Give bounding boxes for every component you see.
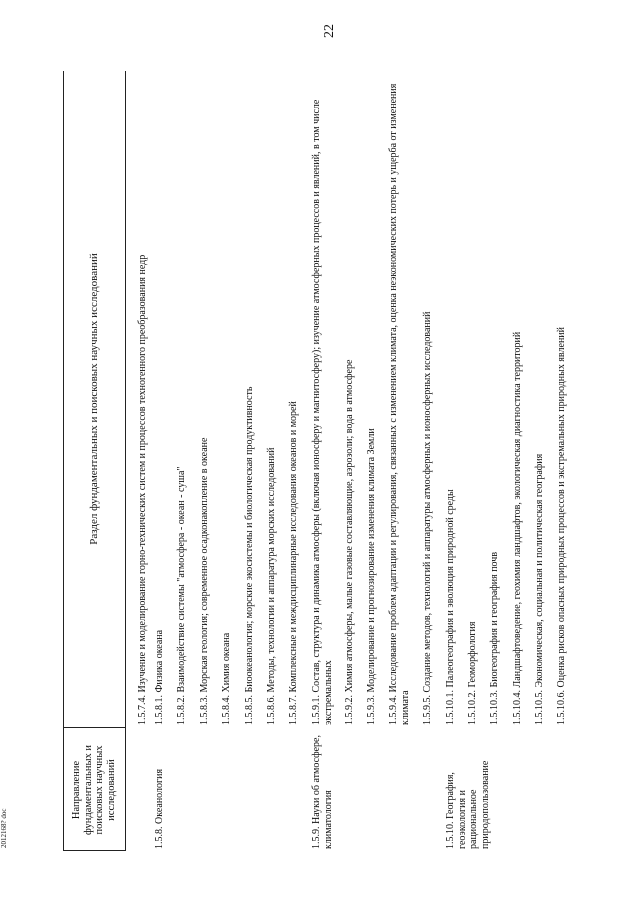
direction-cell: 1.5.8. Океанология bbox=[154, 768, 165, 849]
section-row: 1.5.10.6. Оценка рисков опасных природных процессов и экстремальных природных явлений bbox=[556, 326, 567, 725]
section-row: 1.5.9.2. Химия атмосферы, малые газовые составляющие, аэрозоли; вода в атмосфере bbox=[344, 359, 355, 725]
header-bottom-border bbox=[125, 71, 126, 851]
direction-cell: 1.5.10. География, геоэкология и рациональное природопользование bbox=[445, 760, 491, 849]
section-row: 1.5.9.3. Моделирование и прогнозирование изменения климата Земли bbox=[366, 428, 377, 725]
section-row: 1.5.10.5. Экономическая, социальная и политическая география bbox=[534, 453, 545, 725]
column-divider bbox=[63, 727, 125, 728]
section-row: 1.5.10.3. Биогеография и география почв bbox=[489, 551, 500, 725]
section-row: 1.5.9.4. Исследование проблем адаптации и регулирования, связанных с изменением климата, оценка неэкономических потерь и ущерба от изменения климата bbox=[388, 83, 411, 725]
footer-document-id: 2012168? doc bbox=[0, 808, 8, 848]
section-row: 1.5.8.2. Взаимодействие системы "атмосфера - океан - суша" bbox=[176, 466, 187, 725]
header-direction: Направление фундаментальных и поисковых научных исследований bbox=[71, 745, 117, 836]
section-row: 1.5.7.4. Изучение и моделирование горно-технических систем и процессов техногенного преобразования недр bbox=[137, 254, 148, 725]
section-row: 1.5.8.5. Биоокеанология; морские экосистемы и биологическая продуктивность bbox=[244, 386, 255, 725]
section-row: 1.5.8.6. Методы, технологии и аппаратура морских исследований bbox=[266, 447, 277, 725]
rotated-table-page bbox=[63, 71, 579, 851]
section-row: 1.5.10.2. Геоморфология bbox=[467, 621, 478, 725]
section-row: 1.5.10.4. Ландшафтоведение, геохимия ландшафтов, экологическая диагностика территорий bbox=[512, 331, 523, 725]
page-number: 22 bbox=[322, 24, 337, 38]
header-section: Раздел фундаментальных и поисковых научных исследований bbox=[88, 253, 100, 545]
section-row: 1.5.8.7. Комплексные и междисциплинарные исследования океанов и морей bbox=[288, 401, 299, 725]
direction-cell: 1.5.9. Науки об атмосфере, климатология bbox=[311, 735, 334, 849]
section-row: 1.5.10.1. Палеогеография и эволюция природной среды bbox=[445, 489, 456, 725]
section-row: 1.5.8.3. Морская геология; современное осадконакопление в океане bbox=[199, 437, 210, 725]
section-row: 1.5.8.4. Химия океана bbox=[221, 632, 232, 725]
section-row: 1.5.8.1. Физика океана bbox=[154, 629, 165, 725]
section-row: 1.5.9.5. Создание методов, технологий и аппаратуры атмосферных и ионосферных исследований bbox=[422, 311, 433, 725]
section-row: 1.5.9.1. Состав, структура и динамика атмосферы (включая ионосферу и магнитосферу); изучение атмосферных процессов и явлений, в том числе экстремальных bbox=[311, 99, 334, 725]
